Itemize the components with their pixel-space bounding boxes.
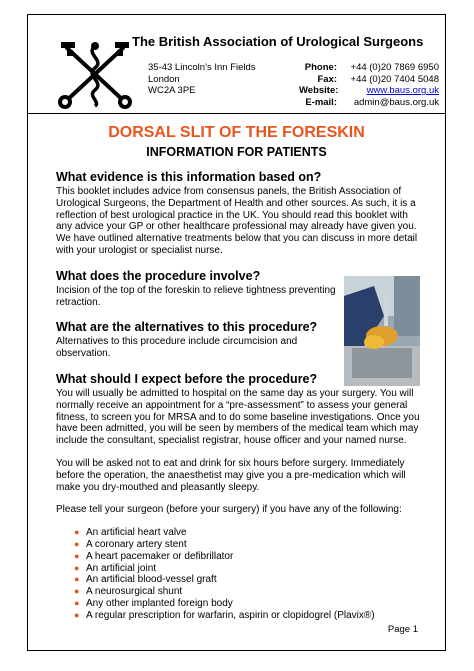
contact-email	[299, 97, 439, 109]
contact-value: admin@baus.org.uk	[353, 96, 439, 108]
list-item: ● An artificial heart valve	[74, 527, 187, 539]
surgeon-scrubbing-photo	[344, 276, 420, 386]
letterhead	[35, 20, 440, 115]
header-divider	[27, 113, 446, 114]
list-item: ● Any other implanted foreign body	[74, 597, 233, 609]
section-paragraph: You will be asked not to eat and drink for six hours before surgery. Immediately before the operation, the anaesthetist may give you a pre-medication which will make you dry-mouthed and pleasantly sleepy.	[56, 457, 406, 493]
section-alternatives	[56, 320, 338, 360]
contact-website	[299, 85, 439, 97]
bullet-icon: ●	[74, 586, 80, 597]
contact-label: Phone:	[304, 62, 337, 73]
bullet-icon: ●	[74, 562, 80, 573]
contact-value: +44 (0)20 7869 6950	[350, 62, 439, 73]
document-body	[56, 170, 421, 634]
page-number: Page 1	[387, 624, 418, 635]
contact-label: E-mail:	[305, 96, 337, 108]
postal-address	[148, 62, 256, 97]
section-heading: What evidence is this information based on?	[56, 170, 322, 184]
bullet-icon: ●	[74, 609, 80, 620]
section-paragraph: You will usually be admitted to hospital on the same day as your surgery. You will normally receive an appointment for a “pre-assessment” to assess your general fitness, to screen you for MRSA and to do some baseline investigations. Once you have been admitted, you will be seen by members of the medical team which may include the consultant, specialist registrar, house officer and your named nurse.	[56, 387, 420, 447]
implant-list	[56, 527, 421, 621]
list-item: ● A regular prescription for warfarin, aspirin or clopidogrel (Plavix®)	[74, 609, 375, 621]
section-evidence	[56, 170, 421, 257]
section-heading: What are the alternatives to this procedure?	[56, 320, 318, 335]
section-paragraph: Alternatives to this procedure include circumcision and observation.	[56, 336, 298, 360]
list-item: ● A coronary artery stent	[74, 538, 187, 550]
contact-phone	[299, 62, 439, 74]
contact-label: Fax:	[317, 73, 337, 85]
contact-label: Website:	[299, 85, 339, 96]
section-paragraph: Please tell your surgeon (before your surgery) if you have any of the following:	[56, 504, 402, 516]
list-item: ● A neurosurgical shunt	[74, 586, 183, 598]
bullet-icon: ●	[74, 538, 80, 549]
contact-details	[299, 62, 439, 108]
section-heading: What should I expect before the procedure?	[56, 371, 318, 386]
list-item: ● An artificial blood-vessel graft	[74, 574, 217, 586]
document-subtitle: INFORMATION FOR PATIENTS	[146, 145, 327, 159]
section-before	[56, 372, 421, 622]
section-procedure	[56, 269, 338, 309]
section-heading: What does the procedure involve?	[56, 268, 261, 283]
address-line: London	[148, 73, 180, 85]
list-item: ● An artificial joint	[74, 562, 157, 574]
bullet-icon: ●	[74, 574, 80, 585]
contact-value: +44 (0)20 7404 5048	[350, 73, 439, 85]
section-paragraph: This booklet includes advice from consensus panels, the British Association of Urological Surgeons, the Department of Health and other sources. As such, it is a reflection of best urological practice in the UK. You should read this booklet with any advice your GP or other healthcare professional may already have given you. We have outlined alternative treatments below that you can discuss in more detail with your urologist or specialist nurse.	[56, 186, 418, 256]
address-line: 35-43 Lincoln’s Inn Fields	[148, 62, 256, 73]
section-paragraph: Incision of the top of the foreskin to relieve tightness preventing retraction.	[56, 284, 336, 308]
list-item: ● A heart pacemaker or defibrillator	[74, 550, 234, 562]
address-line: WC2A 3PE	[148, 85, 196, 96]
bullet-icon: ●	[74, 550, 80, 561]
document-title: DORSAL SLIT OF THE FORESKIN	[108, 124, 365, 141]
bullet-icon: ●	[74, 597, 80, 608]
website-link[interactable]: www.baus.org.uk	[366, 85, 439, 96]
organisation-name: The British Association of Urological Surgeons	[132, 34, 424, 49]
bullet-icon: ●	[74, 527, 80, 538]
crossed-keys-logo-icon	[57, 40, 133, 110]
contact-fax	[299, 74, 439, 86]
